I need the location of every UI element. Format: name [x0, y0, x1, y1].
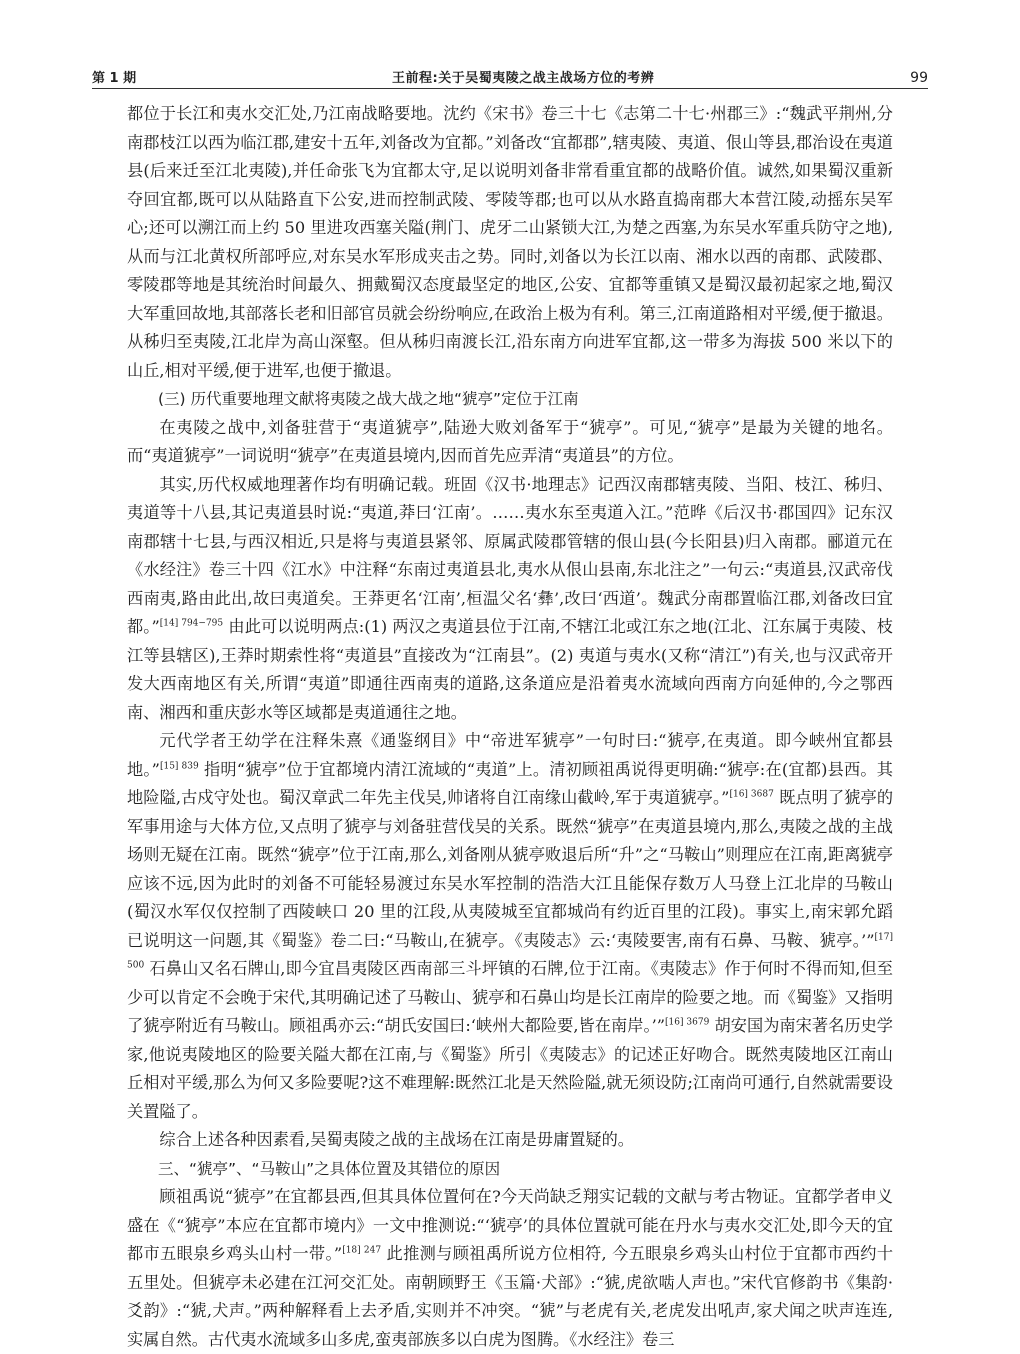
text-run: 此推测与顾祖禹所说方位相符, 今五眼泉乡鸡头山村位于宜都市西约十五里处。但猇亭未必建在江河交汇处。南朝顾野王《玉篇·犬部》:“猇,虎欲啮人声也。”宋代官修韵书《集韵·爻韵》:“猇,犬声。”两种解释看上去矛盾,实则并不冲突。“猇”与老虎有关,老虎发出吼声,家犬闻之吠声连连,实属自然。古代夷水流域多山多虎,蛮夷部族多以白虎为图腾。《水经注》卷三	[127, 1244, 894, 1349]
running-header	[92, 62, 928, 86]
page-number: 99	[910, 70, 928, 86]
text-run: 综合上述各种因素看,吴蜀夷陵之战的主战场在江南是毋庸置疑的。	[159, 1130, 634, 1149]
text-run: 既点明了猇亭的军事用途与大体方位,又点明了猇亭与刘备驻营伐吴的关系。既然“猇亭”在夷道县境内,那么,夷陵之战的主战场则无疑在江南。既然“猇亭”位于江南,那么,刘备刚从猇亭败退后所“升”之“马鞍山”则理应在江南,距离猇亭应该不远,因为此时的刘备不可能轻易渡过东吴水军控制的浩浩大江且能保存数万人马登上江北岸的马鞍山(蜀汉水军仅仅控制了西陵峡口 20 里的江段,从夷陵城至宜都城尚有约近百里的江段)。事实上,南宋郭允蹈已说明这一问题,其《蜀鉴》卷二曰:“马鞍山,在猇亭。《夷陵志》云:‘夷陵要害,南有石鼻、马鞍、猇亭。’”	[127, 788, 894, 950]
text-run: 都位于长江和夷水交汇处,乃江南战略要地。沈约《宋书》卷三十七《志第二十七·州郡三》:“魏武平荆州,分南郡枝江以西为临江郡,建安十五年,刘备改为宜都。”刘备改“宜都郡”,辖夷陵、夷道、佷山等县,郡治设在夷道县(后来迁至江北夷陵),并任命张飞为宜都太守,足以说明刘备非常看重宜都的战略价值。诚然,如果蜀汉重新夺回宜都,既可以从陆路直下公安,进而控制武陵、零陵等郡;也可以从水路直捣南郡大本营江陵,动摇东吴军心;还可以溯江而上约 50 里进攻西塞关隘(荆门、虎牙二山紧锁大江,为楚之西塞,为东吴水军重兵防守之地),从而与江北黄权所部呼应,对东吴水军形成夹击之势。同时,刘备以为长江以南、湘水以西的南郡、武陵郡、零陵郡等地是其统治时间最久、拥戴蜀汉态度最坚定的地区,公安、宜都等重镇又是蜀汉最初起家之地,蜀汉大军重回故地,其部落长老和旧部官员就会纷纷响应,在政治上极为有利。第三,江南道路相对平缓,便于撤退。从秭归至夷陵,江北岸为高山深壑。但从秭归南渡长江,沿东南方向进军宜都,这一带多为海拔 500 米以下的山丘,相对平缓,便于进军,也便于撤退。	[127, 104, 893, 380]
text-run: 胡安国为南宋著名历史学家,他说夷陵地区的险要关隘大都在江南,与《蜀鉴》所引《夷陵志》的记述正好吻合。既然夷陵地区江南山丘相对平缓,那么为何又多险要呢?这不难理解:既然江北是天然险隘,就无须设防;江南尚可通行,自然就需要设关置隘了。	[127, 1016, 893, 1121]
article-body	[127, 100, 893, 1354]
citation-ref: [17] 500	[127, 932, 893, 971]
text-run: 在夷陵之战中,刘备驻营于“夷道猇亭”,陆逊大败刘备军于“猇亭”。可见,“猇亭”是最为关键的地名。而“夷道猇亭”一词说明“猇亭”在夷道县境内,因而首先应弄清“夷道县”的方位。	[127, 417, 893, 465]
issue-label: 第 1 期	[92, 71, 137, 86]
text-run: 顾祖禹说“猇亭”在宜都县西,但其具体位置何在?今天尚缺乏翔实记载的文献与考古物证。宜都学者申义盛在《“猇亭”本应在宜都市境内》一文中推测说:“‘猇亭’的具体位置就可能在丹水与夷水交汇处,即今天的宜都市五眼泉乡鸡头山村一带。”	[127, 1187, 893, 1263]
citation-ref: [14] 794−795	[159, 618, 224, 629]
citation-ref: [15] 839	[159, 761, 199, 772]
paragraph-continued	[127, 100, 893, 385]
citation-ref: [16] 3687	[729, 789, 774, 800]
citation-ref: [18] 247	[342, 1245, 382, 1256]
header-rule	[92, 88, 928, 89]
running-title: 王前程:关于吴蜀夷陵之战主战场方位的考辨	[392, 71, 655, 86]
paragraph	[127, 1126, 893, 1155]
section-heading	[127, 385, 893, 414]
text-run: 三、“猇亭”、“马鞍山”之具体位置及其错位的原因	[158, 1159, 501, 1178]
text-run: (三) 历代重要地理文献将夷陵之战大战之地“猇亭”定位于江南	[158, 390, 579, 408]
text-run: 元代学者王幼学在注释朱熹《通鉴纲目》中“帝进军猇亭”一句时曰:“猇亭,在夷道。即今峡州宜都县地。”	[127, 731, 893, 779]
paragraph	[127, 414, 893, 471]
paragraph	[127, 1183, 893, 1354]
citation-ref: [16] 3679	[665, 1017, 710, 1028]
text-run: 由此可以说明两点:(1) 两汉之夷道县位于江南,不辖江北或江东之地(江北、江东属于夷陵、枝江等县辖区),王莽时期索性将“夷道县”直接改为“江南县”。(2) 夷道与夷水(又称“清江”)有关,也与汉武帝开发大西南地区有关,所谓“夷道”即通往西南夷的道路,这条道应是沿着夷水流域向西南方向延伸的,今之鄂西南、湘西和重庆彭水等区域都是夷道通往之地。	[127, 617, 893, 722]
text-run: 石鼻山又名石牌山,即今宜昌夷陵区西南部三斗坪镇的石牌,位于江南。《夷陵志》作于何时不得而知,但至少可以肯定不会晚于宋代,其明确记述了马鞍山、猇亭和石鼻山均是长江南岸的险要之地。而《蜀鉴》又指明了猇亭附近有马鞍山。顾祖禹亦云:“胡氏安国曰:‘峡州大都险要,皆在南岸。’”	[127, 959, 893, 1035]
paragraph	[127, 471, 893, 728]
section-heading	[127, 1155, 893, 1184]
text-run: 指明“猇亭”位于宜都境内清江流域的“夷道”上。清初顾祖禹说得更明确:“猇亭:在(宜都)县西。其地险隘,古戍守处也。蜀汉章武二年先主伐吴,帅诸将自江南缘山截岭,军于夷道猇亭。”	[127, 759, 893, 807]
text-run: 其实,历代权威地理著作均有明确记载。班固《汉书·地理志》记西汉南郡辖夷陵、当阳、枝江、秭归、夷道等十八县,其记夷道县时说:“夷道,莽曰‘江南’。……夷水东至夷道入江。”范晔《后汉书·郡国四》记东汉南郡辖十七县,与西汉相近,只是将与夷道县紧邻、原属武陵郡管辖的佷山县(今长阳县)归入南郡。郦道元在《水经注》卷三十四《江水》中注释“东南过夷道县北,夷水从佷山县南,东北注之”一句云:“夷道县,汉武帝伐西南夷,路由此出,故曰夷道矣。王莽更名‘江南’,桓温父名‘彝’,改曰‘西道’。魏武分南郡置临江郡,刘备改曰宜都。”	[127, 474, 893, 636]
paragraph	[127, 727, 893, 1126]
